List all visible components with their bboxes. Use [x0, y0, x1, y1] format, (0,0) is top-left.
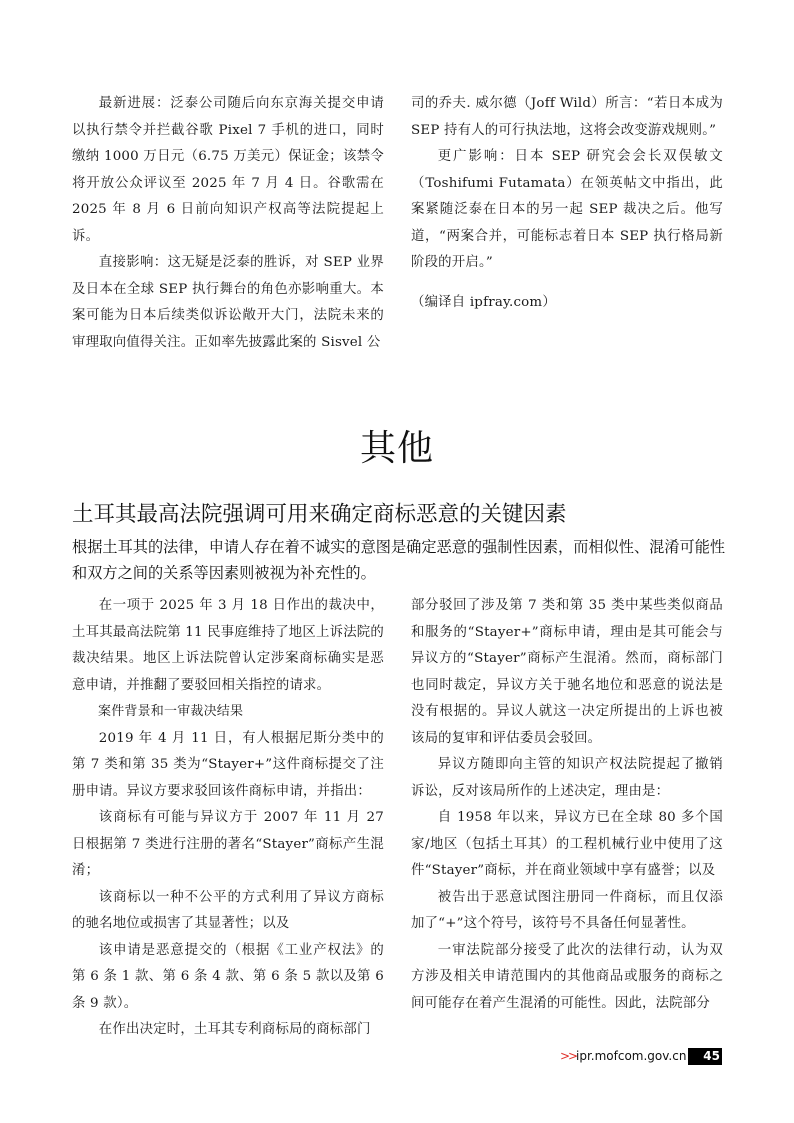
page-footer	[560, 1046, 722, 1068]
article-paragraph: 在一项于 2025 年 3 月 18 日作出的裁决中，土耳其最高法院第 11 民事庭维持了地区上诉法院的裁决结果。地区上诉法院曾认定涉案商标确实是恶意申请，并推翻了要驳回相关指控的请求。	[72, 598, 384, 693]
article-left-column	[72, 593, 384, 1044]
article-right-column	[411, 593, 723, 1017]
article-paragraph: 被告出于恶意试图注册同一件商标，而且仅添加了“+”这个符号，该符号不具备任何显著性。	[411, 889, 723, 931]
article-paragraph: 2019 年 4 月 11 日，有人根据尼斯分类中的第 7 类和第 35 类为“Stayer+”这件商标提交了注册申请。异议方要求驳回该件商标申请，并指出：	[72, 730, 384, 799]
footer-site-link[interactable]: ipr.mofcom.gov.cn	[576, 1049, 687, 1063]
double-chevron-right-icon: >>	[560, 1049, 577, 1063]
top-right-column	[411, 91, 723, 316]
page-number: 45	[688, 1048, 722, 1065]
article-paragraph: 该商标以一种不公平的方式利用了异议方商标的驰名地位或损害了其显著性；以及	[72, 889, 384, 931]
article-paragraph: 该申请是恶意提交的（根据《工业产权法》的第 6 条 1 款、第 6 条 4 款、第 6 条 5 款以及第 6 条 9 款）。	[72, 942, 384, 1011]
article-paragraph: 自 1958 年以来，异议方已在全球 80 多个国家/地区（包括土耳其）的工程机械行业中使用了这件“Stayer”商标，并在商业领域中享有盛誉；以及	[411, 810, 723, 878]
article-subheading: 案件背景和一审裁决结果	[98, 704, 244, 719]
article-headline: 土耳其最高法院强调可用来确定商标恶意的关键因素	[72, 502, 567, 527]
article-subtitle: 根据土耳其的法律，申请人存在着不诚实的意图是确定恶意的强制性因素，而相似性、混淆可能性和双方之间的关系等因素则被视为补充性的。	[72, 538, 726, 582]
article-paragraph: 一审法院部分接受了此次的法律行动，认为双方涉及相关申请范围内的其他商品或服务的商标之间可能存在着产生混淆的可能性。因此，法院部分	[411, 942, 723, 1011]
article-paragraph: 异议方随即向主管的知识产权法院提起了撤销诉讼，反对该局所作的上述决定，理由是：	[411, 757, 723, 799]
top-left-column	[72, 91, 384, 356]
article-paragraph: 在作出决定时，土耳其专利商标局的商标部门	[98, 1022, 371, 1037]
paragraph-latest-progress: 最新进展：泛泰公司随后向东京海关提交申请以执行禁令并拦截谷歌 Pixel 7 手机的进口，同时缴纳 1000 万日元（6.75 万美元）保证金；该禁令将开放公众评议至 2025 年 7 月 4 日。谷歌需在 2025 年 8 月 6 日前向知识产权高等法院提起上诉。	[72, 96, 384, 244]
article-paragraph-continuation: 部分驳回了涉及第 7 类和第 35 类中某些类似商品和服务的“Stayer+”商标申请，理由是其可能会与异议方的“Stayer”商标产生混淆。然而，商标部门也同时裁定，异议方关于驰名地位和恶意的说法是没有根据的。异议人就这一决定所提出的上诉也被该局的复审和评估委员会驳回。	[411, 598, 723, 746]
section-title: 其他	[359, 428, 434, 469]
paragraph-direct-impact: 直接影响：这无疑是泛泰的胜诉，对 SEP 业界及日本在全球 SEP 执行舞台的角色亦影响重大。本案可能为日本后续类似诉讼敞开大门，法院未来的审理取向值得关注。正如率先披露此案的 Sisvel 公	[72, 255, 384, 350]
paragraph-quote-continuation: 司的乔夫. 威尔德（Joff Wild）所言：“若日本成为 SEP 持有人的可行执法地，这将会改变游戏规则。”	[411, 96, 723, 138]
article-paragraph: 该商标有可能与异议方于 2007 年 11 月 27 日根据第 7 类进行注册的著名“Stayer”商标产生混淆；	[72, 810, 384, 878]
paragraph-broader-impact: 更广影响：日本 SEP 研究会会长双俣敏文（Toshifumi Futamata）在领英帖文中指出，此案紧随泛泰在日本的另一起 SEP 裁决之后。他写道，“两案合并，可能标志着日本 SEP 执行格局新阶段的开启。”	[411, 149, 723, 270]
source-credit: （编译自 ipfray.com）	[411, 294, 556, 310]
